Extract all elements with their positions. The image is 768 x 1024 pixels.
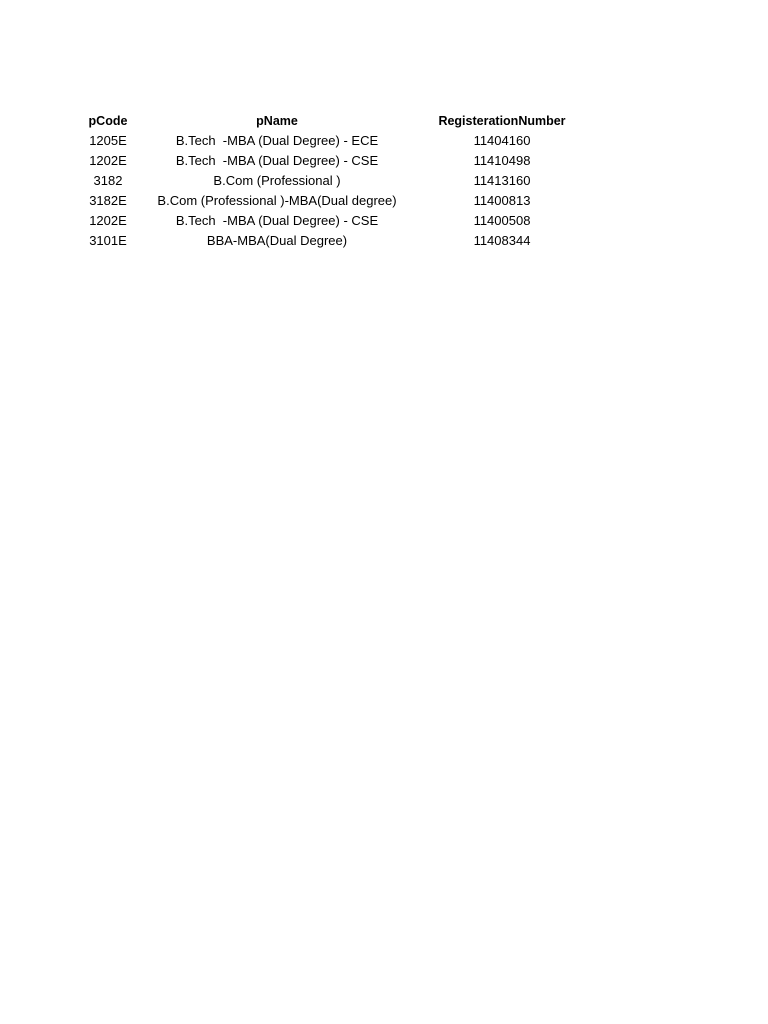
cell-pcode: 3182 (93, 173, 123, 188)
header-registration-number: RegisterationNumber (438, 114, 566, 128)
cell-pname: B.Com (Professional ) (213, 173, 341, 188)
cell-pname: B.Tech -MBA (Dual Degree) - CSE (175, 213, 379, 228)
cell-pname: B.Tech -MBA (Dual Degree) - ECE (175, 133, 379, 148)
header-pcode: pCode (88, 114, 128, 128)
cell-pcode: 1205E (89, 133, 127, 148)
cell-pcode: 3101E (89, 233, 127, 248)
table-row (72, 151, 594, 171)
cell-registration-number: 11413160 (473, 173, 531, 188)
cell-registration-number: 11400508 (473, 213, 531, 228)
cell-registration-number: 11408344 (473, 233, 531, 248)
header-row (72, 111, 594, 131)
cell-registration-number: 11400813 (473, 193, 531, 208)
table-row (72, 191, 594, 211)
table-header (72, 111, 594, 131)
program-registration-table (72, 111, 594, 251)
cell-pname: BBA-MBA(Dual Degree) (206, 233, 348, 248)
cell-pname: B.Tech -MBA (Dual Degree) - CSE (175, 153, 379, 168)
cell-pcode: 3182E (89, 193, 127, 208)
cell-registration-number: 11410498 (473, 153, 531, 168)
table-row (72, 231, 594, 251)
table-row (72, 171, 594, 191)
table-row (72, 211, 594, 231)
cell-registration-number: 11404160 (473, 133, 531, 148)
cell-pcode: 1202E (89, 213, 127, 228)
cell-pname: B.Com (Professional )-MBA(Dual degree) (157, 193, 397, 208)
table-row (72, 131, 594, 151)
cell-pcode: 1202E (89, 153, 127, 168)
table-body (72, 131, 594, 251)
header-pname: pName (256, 114, 298, 128)
